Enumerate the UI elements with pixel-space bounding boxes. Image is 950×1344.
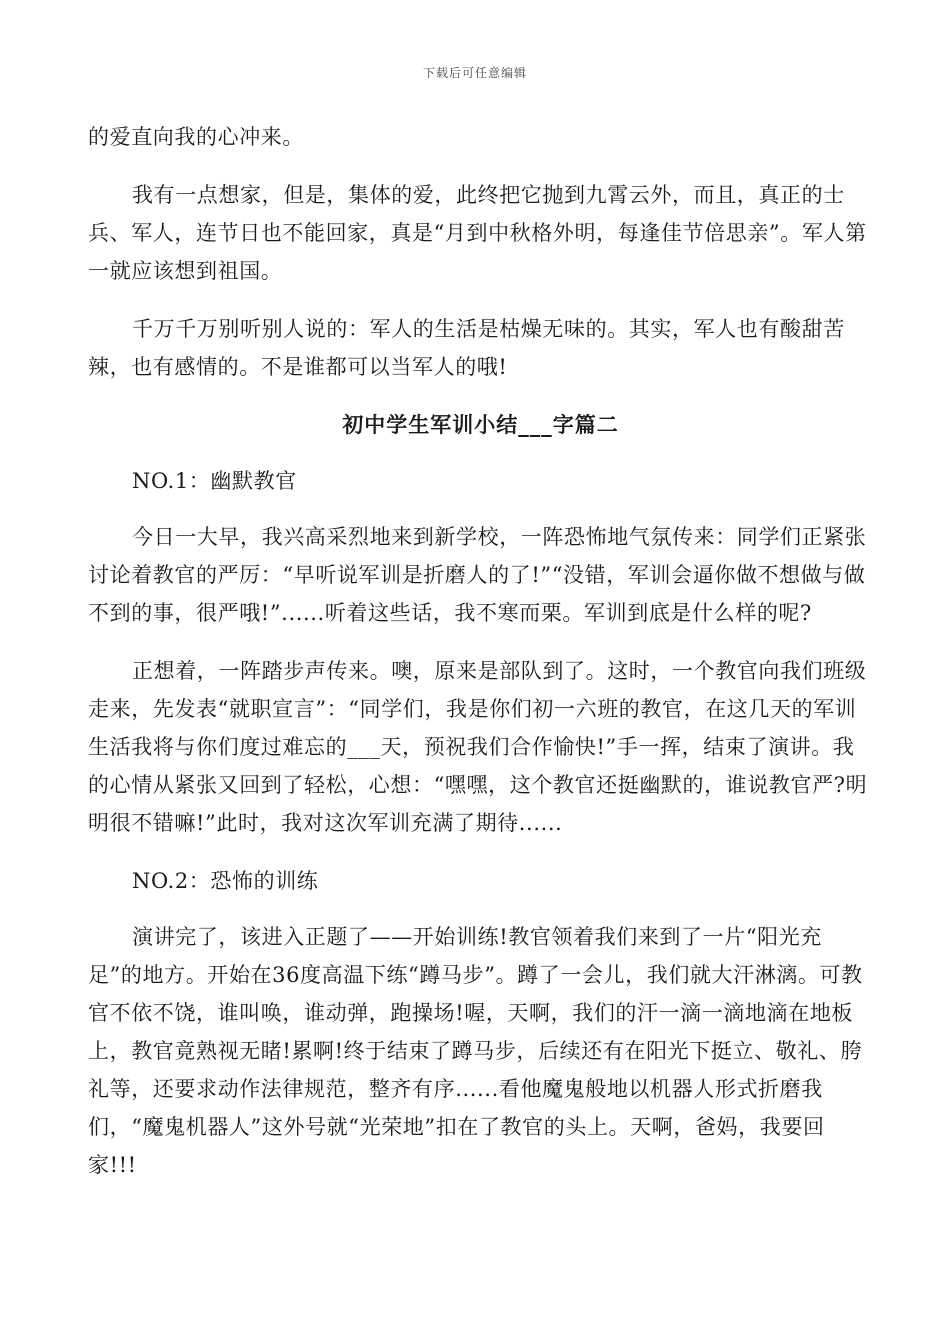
section-title: 初中学生军训小结___字篇二 [342,412,619,437]
paragraph-3: 千万千万别听别人说的：军人的生活是枯燥无味的。其实，军人也有酸甜苦辣，也有感情的。不是谁都可以当军人的哦! [88,317,845,379]
subheading-1: NO.1：幽默教官 [132,469,297,493]
paragraph-4: 今日一大早，我兴高采烈地来到新学校，一阵恐怖地气氛传来：同学们正紧张讨论着教官的严厉：“早听说军训是折磨人的了!”“没错，军训会逼你做不想做与做不到的事，很严哦!”......听着这些话，我不寒而栗。军训到底是什么样的呢? [88,525,867,625]
paragraph-1: 的爱直向我的心冲来。 [88,125,304,149]
paragraph-2: 我有一点想家，但是，集体的爱，此终把它抛到九霄云外，而且，真正的士兵、军人，连节日也不能回家，真是“月到中秋格外明，每逢佳节倍思亲”。军人第一就应该想到祖国。 [88,183,867,283]
subheading-2: NO.2：恐怖的训练 [132,869,319,893]
paragraph-6: 演讲完了，该进入正题了——开始训练!教官领着我们来到了一片“阳光充足”的地方。开始在36度高温下练“蹲马步”。蹲了一会儿，我们就大汗淋漓。可教官不依不饶，谁叫唤，谁动弹，跑操场!喔，天啊，我们的汗一滴一滴地滴在地板上，教官竟熟视无睹!累啊!终于结束了蹲马步，后续还有在阳光下挺立、敬礼、胯礼等，还要求动作法律规范，整齐有序......看他魔鬼般地以机器人形式折磨我们，“魔鬼机器人”这外号就“光荣地”扣在了教官的头上。天啊，爸妈，我要回家!!! [88,925,863,1177]
page-header: 下载后可任意编辑 [422,66,527,80]
document-body [88,118,873,1204]
paragraph-5: 正想着，一阵踏步声传来。噢，原来是部队到了。这时，一个教官向我们班级走来，先发表“就职宣言”：“同学们，我是你们初一六班的教官，在这几天的军训生活我将与你们度过难忘的___天，预祝我们合作愉快!”手一挥，结束了演讲。我的心情从紧张又回到了轻松，心想：“嘿嘿，这个教官还挺幽默的，谁说教官严?明明很不错嘛!”此时，我对这次军训充满了期待...... [88,659,868,835]
